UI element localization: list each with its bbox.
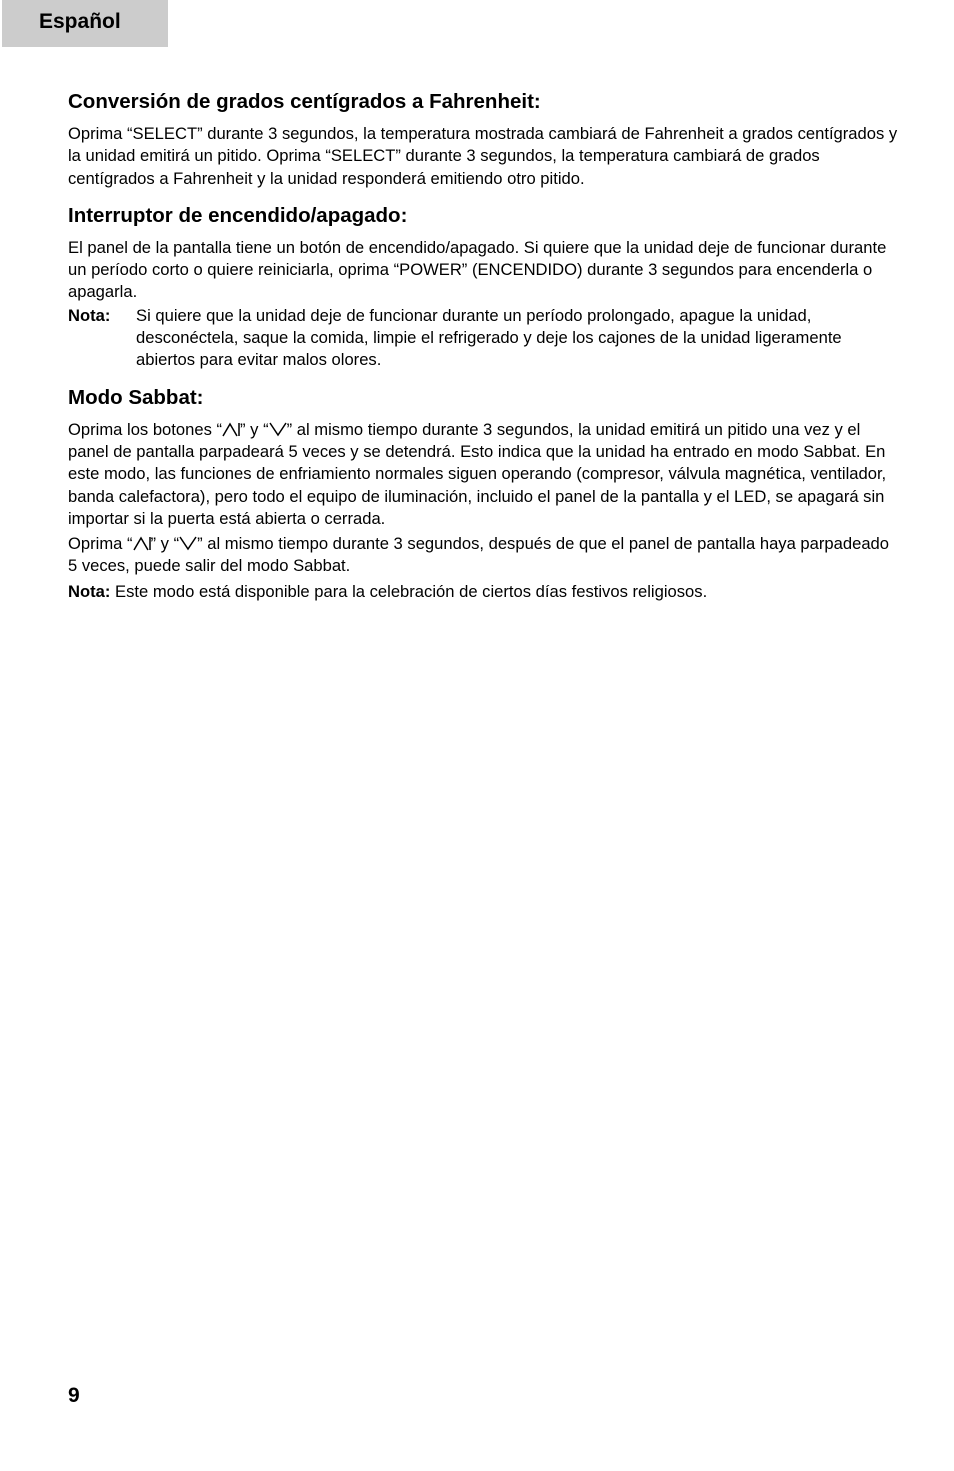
section-sabbath <box>68 385 898 603</box>
note-text: Este modo está disponible para la celebración de ciertos días festivos religiosos. <box>110 581 708 601</box>
up-arrow-icon <box>222 421 240 437</box>
section-title-sabbath: Modo Sabbat: <box>68 385 204 409</box>
section-power <box>68 203 898 372</box>
section-title-conversion: Conversión de grados centígrados a Fahrenheit: <box>68 90 541 113</box>
text-fragment: ” al mismo tiempo durante 3 segundos, la unidad emitirá un pitido una vez y el panel de pantalla parpadeará 5 veces y se detendrá. Esto indica que la unidad ha entrado en modo Sabbat. En este modo, las funciones de enfriamiento normales siguen operando (compresor, válvula magnética, ventilador, banda calefactora), pero todo el equipo de iluminación, incluido el panel de la pantalla y el LED, se apagará sin importar si la puerta está abierta o cerrada. <box>68 419 887 528</box>
up-arrow-icon <box>133 535 151 551</box>
text-fragment: ” al mismo tiempo durante 3 segundos, después de que el panel de pantalla haya parpadeado 5 veces, puede salir del modo Sabbat. <box>68 534 890 576</box>
language-tab <box>2 0 168 47</box>
sabbath-paragraph-exit <box>68 533 898 578</box>
down-arrow-icon <box>179 535 197 551</box>
main-content <box>68 89 898 616</box>
section-body-power: El panel de la pantalla tiene un botón de encendido/apagado. Si quiere que la unidad deje de funcionar durante un período corto o quiere reiniciarla, oprima “POWER” (ENCENDIDO) durante 3 segundos para encenderla o apagarla. <box>68 237 887 302</box>
text-fragment: Oprima los botones “ <box>68 419 223 439</box>
note-label: Nota: <box>68 305 111 325</box>
page-number: 9 <box>68 1384 80 1407</box>
note-sabbath <box>68 581 898 603</box>
down-arrow-icon <box>269 421 287 437</box>
note-power <box>68 305 898 372</box>
section-body-conversion: Oprima “SELECT” durante 3 segundos, la temperatura mostrada cambiará de Fahrenheit a grados centígrados y la unidad emitirá un pitido. Oprima “SELECT” durante 3 segundos, la temperatura cambiará de grados centígrados a Fahrenheit y la unidad responderá emitiendo otro pitido. <box>68 124 898 188</box>
text-fragment: ” y “ <box>240 419 269 439</box>
language-tab-label: Español <box>39 10 121 33</box>
section-title-power: Interruptor de encendido/apagado: <box>68 203 408 227</box>
section-conversion <box>68 89 898 190</box>
note-label: Nota: <box>68 581 111 601</box>
sabbath-paragraph-enter <box>68 419 898 530</box>
text-fragment: ” y “ <box>150 534 180 554</box>
text-fragment: Oprima “ <box>68 534 133 554</box>
note-text: Si quiere que la unidad deje de funcionar durante un período prolongado, apague la unidad, desconéctela, saque la comida, limpie el refrigerado y deje los cajones de la unidad ligeramente abiertos para evitar malos olores. <box>136 305 842 370</box>
